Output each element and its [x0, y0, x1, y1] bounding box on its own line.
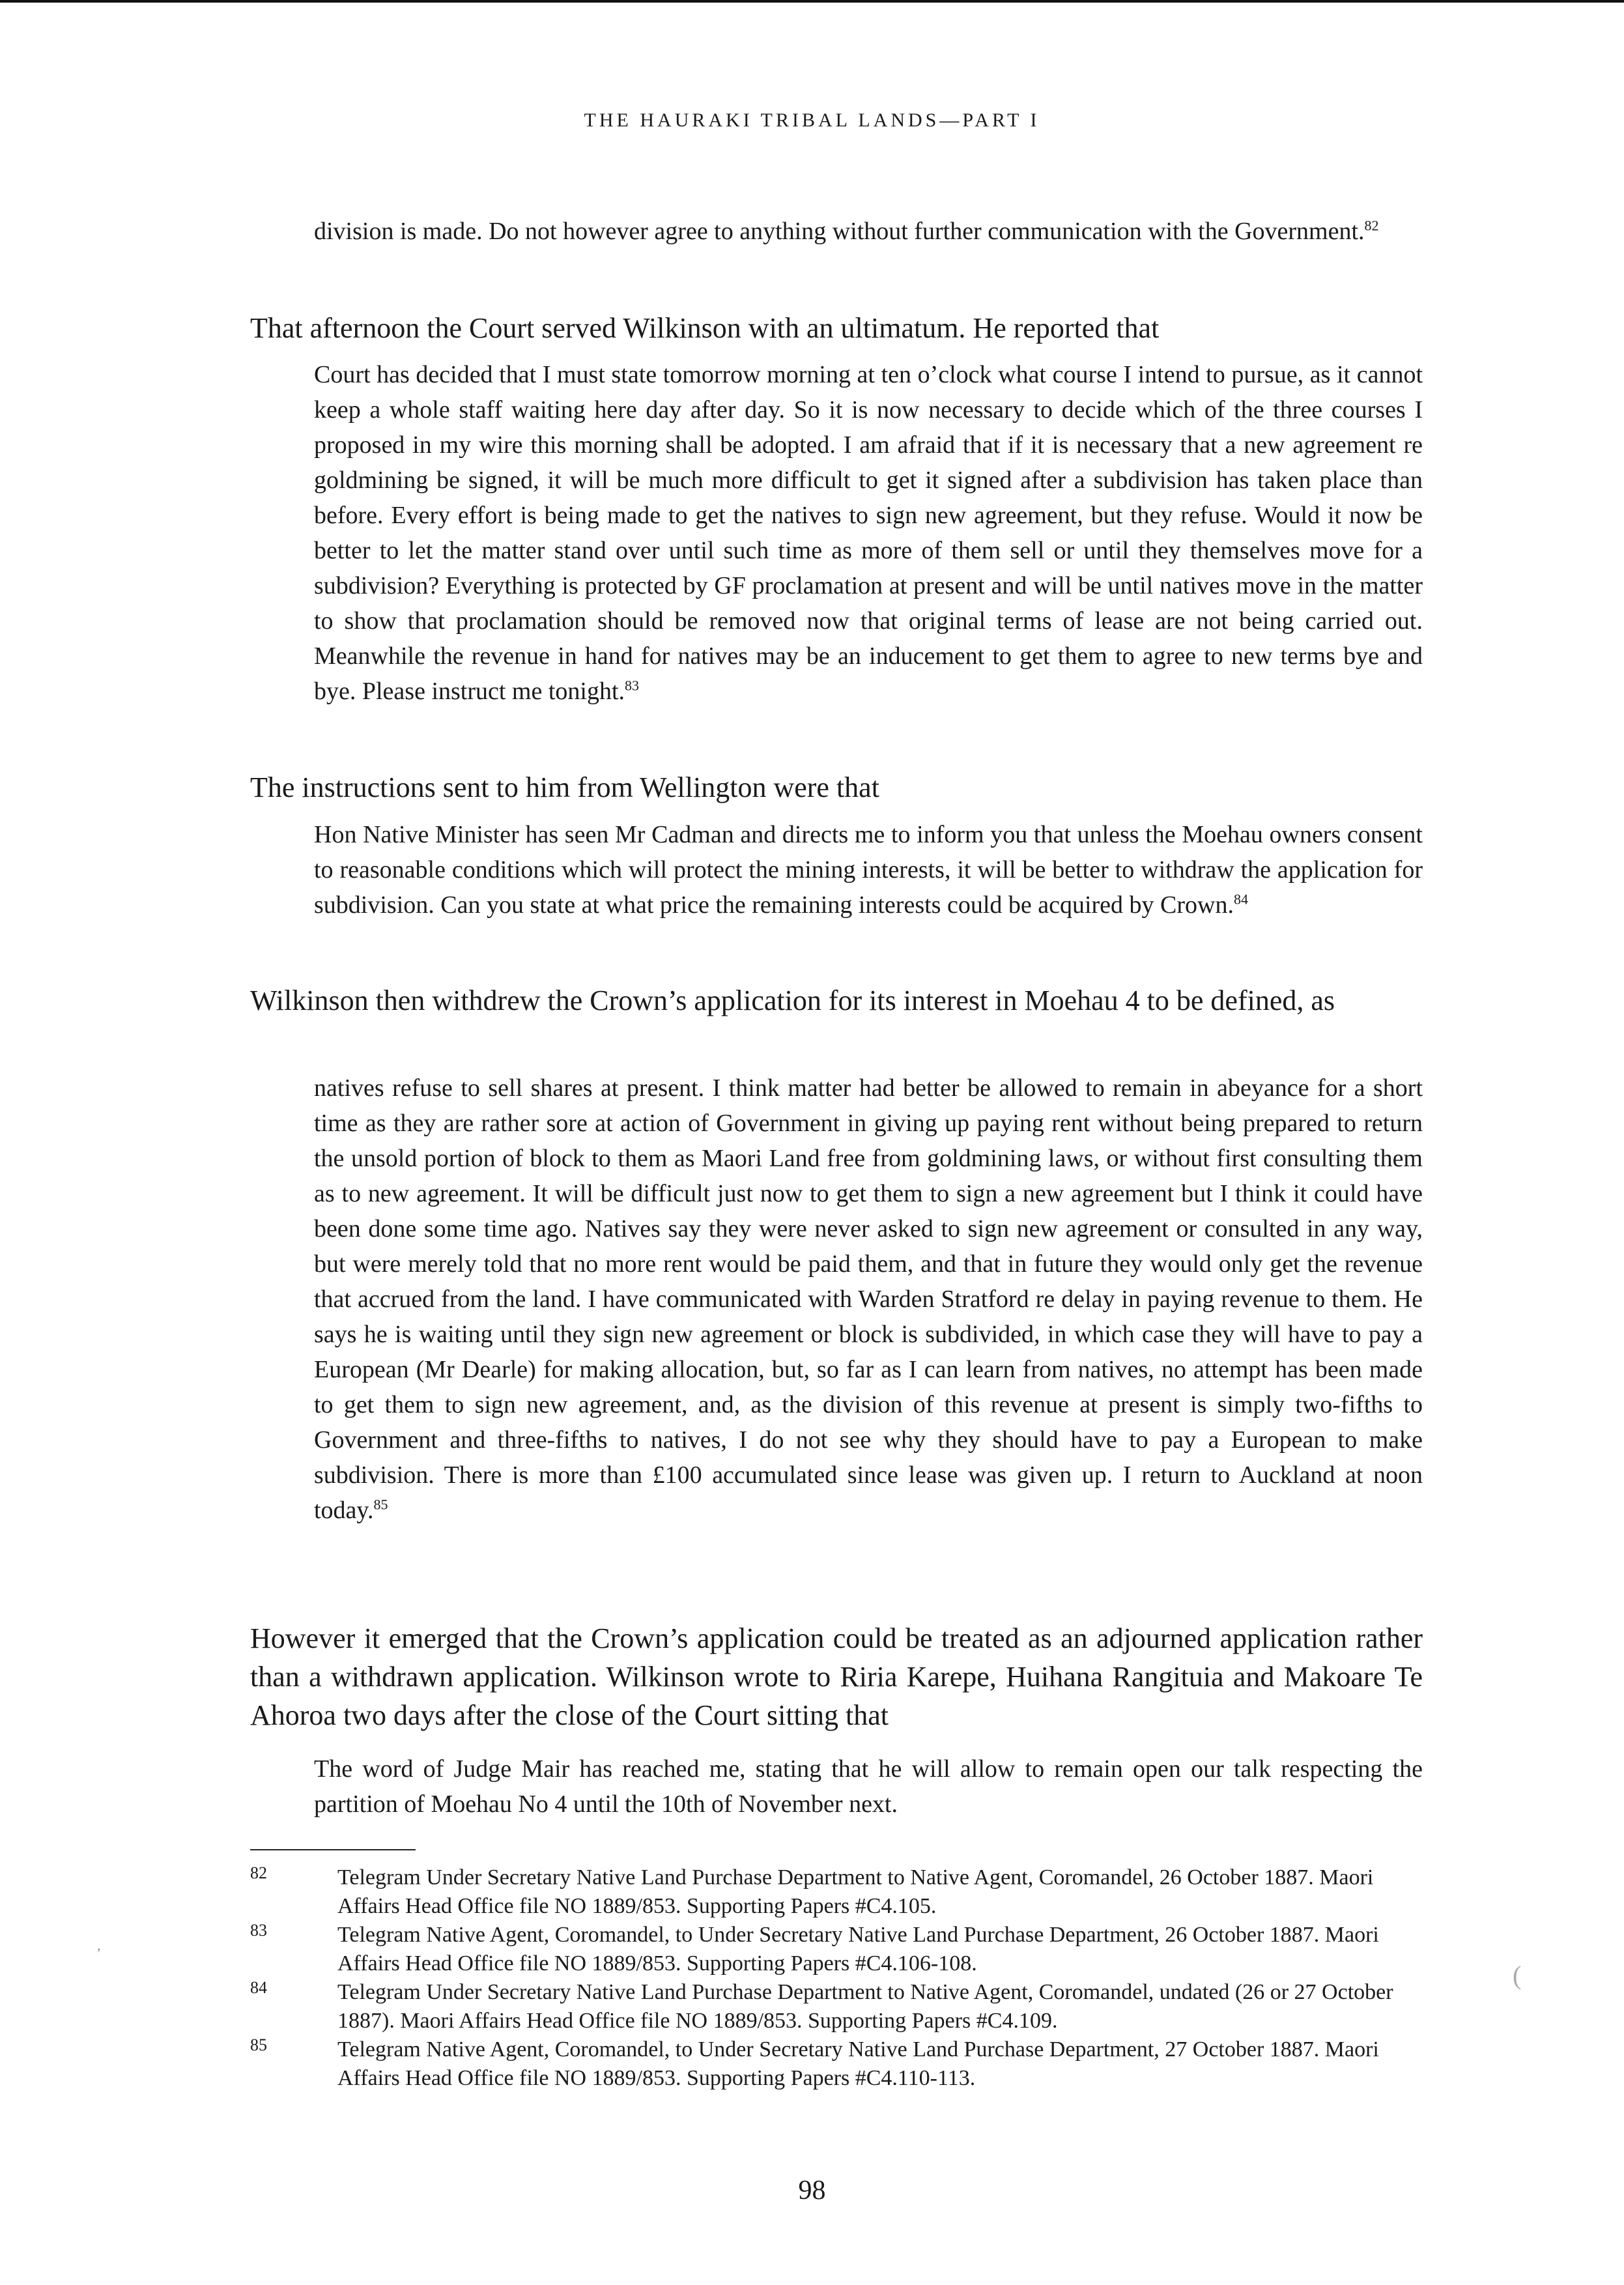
scan-speck: ’ — [96, 1945, 102, 1961]
top-border-line — [0, 0, 1624, 3]
running-head: THE HAURAKI TRIBAL LANDS—PART I — [584, 109, 1040, 131]
footnote-text: Telegram Under Secretary Native Land Purchase Department to Native Agent, Coromandel, 26 October 1887. Maori Affairs Head Office file NO 1889/853. Supporting Papers #C4.105. — [337, 1865, 1374, 1918]
footnote-number: 84 — [250, 1978, 267, 1997]
scan-mark: ( — [1513, 1961, 1522, 1990]
footnote-ref[interactable]: 83 — [625, 677, 640, 694]
body-paragraph: The instructions sent to him from Wellington were that — [250, 771, 879, 803]
quote-paragraph: Court has decided that I must state tomorrow morning at ten o’clock what course I intend to pursue, as it cannot keep a whole staff waiting here day after day. So it is now necessary to decide which of the three courses I proposed in my wire this morning shall be adopted. I am afraid that if it is necessary that a new agreement re goldmining be signed, it will be much more difficult to get it signed after a subdivision has taken place than before. Every effort is being made to get the natives to sign new agreement, but they refuse. Would it now be better to let the matter stand over until such time as more of them sell or until they themselves move for a subdivision? Everything is protected by GF proclamation at present and will be until natives move in the matter to show that proclamation should be removed now that original terms of lease are not being carried out. Meanwhile the revenue in hand for natives may be an inducement to get them to agree to new terms bye and bye. Please instruct me tonight.$^{83}$ — [314, 361, 1423, 705]
body-paragraph: Wilkinson then withdrew the Crown’s application for its interest in Moehau 4 to be defined, as — [250, 984, 1335, 1016]
quote-paragraph: natives refuse to sell shares at present. I think matter had better be allowed to remain in abeyance for a short time as they are rather sore at action of Government in giving up paying rent without being prepared to return the unsold portion of block to them as Maori Land free from goldmining laws, or without first consulting them as to new agreement. It will be difficult just now to get them to sign a new agreement but I think it could have been done some time ago. Natives say they were never asked to sign new agreement or consulted in any way, but were merely told that no more rent would be paid them, and that in future they would only get the revenue that accrued from the land. I have communicated with Warden Stratford re delay in paying revenue to them. He says he is waiting until they sign new agreement or block is subdivided, in which case they will have to pay a European (Mr Dearle) for making allocation, but, so far as I can learn from natives, no attempt has been made to get them to sign new agreement, and, as the division of this revenue at present is simply two-fifths to Government and three-fifths to natives, I do not see why they should have to pay a European to make subdivision. There is more than £100 accumulated since lease was given up. I return to Auckland at noon today.$^{85}$ — [314, 1074, 1423, 1524]
footnote — [250, 1863, 1423, 1921]
footnote-number: 83 — [250, 1921, 267, 1940]
body-paragraph: That afternoon the Court served Wilkinson with an ultimatum. He reported that — [250, 312, 1160, 344]
footnote-ref[interactable]: 84 — [1234, 891, 1248, 908]
quote-paragraph: division is made. Do not however agree to anything without further communication with the Government.$^{82}$ — [314, 217, 1379, 245]
footnote-number: 82 — [250, 1863, 267, 1882]
body-paragraph: However it emerged that the Crown’s application could be treated as an adjourned application rather than a withdrawn application. Wilkinson wrote to Riria Karepe, Huihana Rangituia and Makoare Te Ahoroa two days after the close of the Court sitting that — [250, 1622, 1423, 1731]
footnote-text: Telegram Native Agent, Coromandel, to Under Secretary Native Land Purchase Department, 27 October 1887. Maori Affairs Head Office file NO 1889/853. Supporting Papers #C4.110-113. — [337, 2037, 1379, 2090]
quote-paragraph: Hon Native Minister has seen Mr Cadman and directs me to inform you that unless the Moehau owners consent to reasonable conditions which will protect the mining interests, it will be better to withdraw the application for subdivision. Can you state at what price the remaining interests could be acquired by Crown.$^{84}$ — [314, 821, 1423, 919]
footnote — [250, 2035, 1423, 2093]
footnote — [250, 1978, 1423, 2035]
quote-paragraph: The word of Judge Mair has reached me, stating that he will allow to remain open our talk respecting the partition of Moehau No 4 until the 10th of November next. — [314, 1755, 1423, 1818]
footnote-separator — [250, 1849, 416, 1850]
page-number: 98 — [798, 2176, 826, 2206]
footnote — [250, 1921, 1423, 1978]
footnote-text: Telegram Native Agent, Coromandel, to Under Secretary Native Land Purchase Department, 26 October 1887. Maori Affairs Head Office file NO 1889/853. Supporting Papers #C4.106-108. — [337, 1923, 1379, 1976]
footnote-ref[interactable]: 82 — [1364, 217, 1379, 234]
footnote-number: 85 — [250, 2035, 267, 2054]
footnote-ref[interactable]: 85 — [373, 1496, 388, 1513]
footnote-text: Telegram Under Secretary Native Land Purchase Department to Native Agent, Coromandel, undated (26 or 27 October 1887). Maori Affairs Head Office file NO 1889/853. Supporting Papers #C4.109. — [337, 1980, 1393, 2033]
